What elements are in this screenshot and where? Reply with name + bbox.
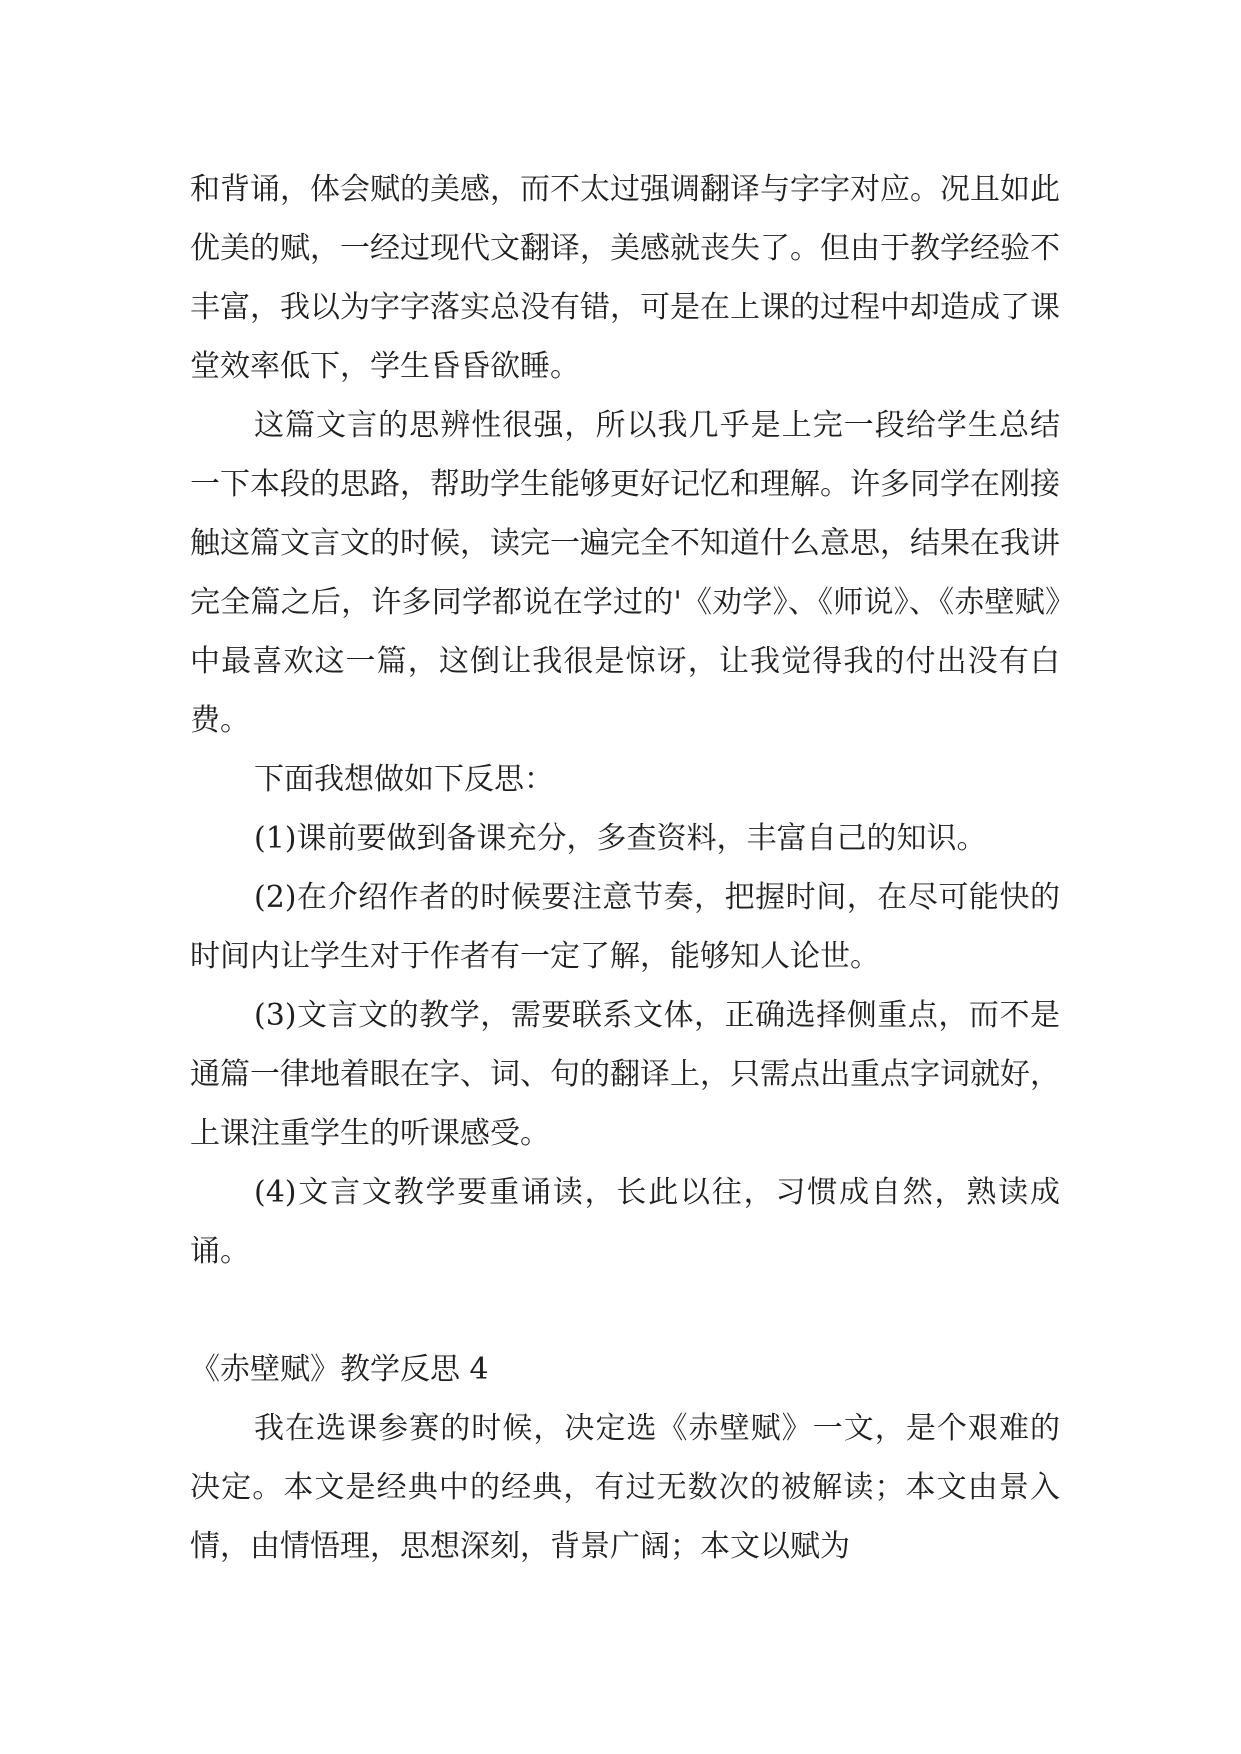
list-item-2: (2)在介绍作者的时候要注意节奏，把握时间，在尽可能快的时间内让学生对于作者有一定了解，能够知人论世。 [190,880,1060,974]
list-item-4: (4)文言文教学要重诵读，长此以往，习惯成自然，熟读成诵。 [190,1175,1060,1269]
paragraph-continued: 和背诵，体会赋的美感，而不太过强调翻译与字字对应。况且如此优美的赋，一经过现代文翻译，美感就丧失了。但由于教学经验不丰富，我以为字字落实总没有错，可是在上课的过程中却造成了课堂效率低下，学生昏昏欲睡。 [190,172,1060,384]
document-body [190,160,1060,1576]
paragraph-reflection-lead: 下面我想做如下反思： [254,762,554,797]
section-paragraph: 我在选课参赛的时候，决定选《赤壁赋》一文，是个艰难的决定。本文是经典中的经典，有过无数次的被解读；本文由景入情，由情悟理，思想深刻，背景广阔；本文以赋为 [190,1411,1060,1564]
list-item-3: (3)文言文的教学，需要联系文体，正确选择侧重点，而不是通篇一律地着眼在字、词、句的翻译上，只需点出重点字词就好，上课注重学生的听课感受。 [190,998,1060,1151]
section-heading: 《赤壁赋》教学反思 4 [190,1352,489,1387]
list-item-1: (1)课前要做到备课充分，多查资料，丰富自己的知识。 [254,821,987,856]
paragraph-reflection-intro: 这篇文言的思辨性很强，所以我几乎是上完一段给学生总结一下本段的思路，帮助学生能够更好记忆和理解。许多同学在刚接触这篇文言文的时候，读完一遍完全不知道什么意思，结果在我讲完全篇之后，许多同学都说在学过的'《劝学》、《师说》、《赤壁赋》中最喜欢这一篇，这倒让我很是惊讶，让我觉得我的付出没有白费。 [190,408,1060,738]
